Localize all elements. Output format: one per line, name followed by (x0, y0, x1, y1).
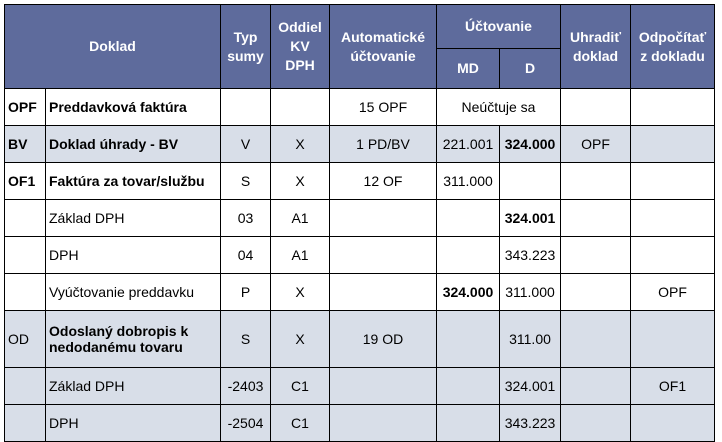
cell-odpocitat (631, 163, 715, 200)
cell-uhradit (561, 163, 631, 200)
cell-kv: A1 (271, 200, 330, 237)
cell-uhradit (561, 368, 631, 405)
table-row (5, 126, 715, 163)
accounting-table (4, 4, 715, 442)
cell-md: 221.001 (437, 126, 500, 163)
cell-auto: 19 OD (330, 311, 437, 368)
cell-name: Vyúčtovanie preddavku (46, 274, 221, 311)
cell-uhradit (561, 200, 631, 237)
cell-typ: V (221, 126, 271, 163)
cell-d: 324.001 (500, 200, 561, 237)
cell-d: 311.000 (500, 274, 561, 311)
cell-auto: 12 OF (330, 163, 437, 200)
cell-auto (330, 200, 437, 237)
header-automaticke-uctovanie: Automatické účtovanie (330, 5, 437, 89)
cell-kv: X (271, 274, 330, 311)
cell-kv: A1 (271, 237, 330, 274)
cell-code (5, 368, 46, 405)
cell-name: DPH (46, 237, 221, 274)
header-uctovanie: Účtovanie (437, 5, 561, 49)
cell-kv: X (271, 311, 330, 368)
cell-auto: 15 OPF (330, 89, 437, 126)
cell-odpocitat: OPF (631, 274, 715, 311)
header-doklad: Doklad (5, 5, 221, 89)
cell-name: Doklad úhrady - BV (46, 126, 221, 163)
header-odpocitat-z-dokladu: Odpočítať z dokladu (631, 5, 715, 89)
table-row (5, 311, 715, 368)
cell-typ: -2403 (221, 368, 271, 405)
cell-uhradit (561, 237, 631, 274)
cell-name: Odoslaný dobropis k nedodanému tovaru (46, 311, 221, 368)
cell-code: BV (5, 126, 46, 163)
cell-md: 311.000 (437, 163, 500, 200)
table-row (5, 237, 715, 274)
cell-d: 343.223 (500, 237, 561, 274)
cell-md (437, 311, 500, 368)
cell-uhradit: OPF (561, 126, 631, 163)
cell-odpocitat (631, 405, 715, 442)
cell-md: 324.000 (437, 274, 500, 311)
header-d: D (500, 49, 561, 89)
header-uhradit-doklad: Uhradiť doklad (561, 5, 631, 89)
cell-typ: P (221, 274, 271, 311)
table-row (5, 200, 715, 237)
cell-odpocitat (631, 200, 715, 237)
header-oddiel-kv-dph: Oddiel KV DPH (271, 5, 330, 89)
cell-auto (330, 237, 437, 274)
cell-odpocitat (631, 126, 715, 163)
table-row (5, 405, 715, 442)
cell-odpocitat (631, 237, 715, 274)
cell-code: OF1 (5, 163, 46, 200)
cell-typ: S (221, 311, 271, 368)
cell-typ: 03 (221, 200, 271, 237)
cell-d (500, 163, 561, 200)
cell-auto: 1 PD/BV (330, 126, 437, 163)
cell-auto (330, 368, 437, 405)
table-row (5, 274, 715, 311)
cell-neuctuje-sa: Neúčtuje sa (437, 89, 561, 126)
cell-code (5, 274, 46, 311)
cell-md (437, 237, 500, 274)
cell-kv: X (271, 126, 330, 163)
cell-code (5, 237, 46, 274)
cell-uhradit (561, 274, 631, 311)
cell-kv: C1 (271, 405, 330, 442)
cell-odpocitat (631, 89, 715, 126)
cell-typ: S (221, 163, 271, 200)
table-row (5, 368, 715, 405)
cell-uhradit (561, 89, 631, 126)
cell-uhradit (561, 405, 631, 442)
header-md: MD (437, 49, 500, 89)
cell-code: OPF (5, 89, 46, 126)
cell-d: 324.000 (500, 126, 561, 163)
cell-d: 324.001 (500, 368, 561, 405)
cell-name: Faktúra za tovar/službu (46, 163, 221, 200)
cell-name: Preddavková faktúra (46, 89, 221, 126)
cell-odpocitat: OF1 (631, 368, 715, 405)
cell-typ (221, 89, 271, 126)
cell-name: Základ DPH (46, 200, 221, 237)
cell-md (437, 405, 500, 442)
cell-code: OD (5, 311, 46, 368)
table-row (5, 163, 715, 200)
cell-uhradit (561, 311, 631, 368)
cell-kv: C1 (271, 368, 330, 405)
cell-name: Základ DPH (46, 368, 221, 405)
header-typ-sumy: Typ sumy (221, 5, 271, 89)
cell-code (5, 200, 46, 237)
cell-auto (330, 274, 437, 311)
cell-kv: X (271, 163, 330, 200)
cell-md (437, 368, 500, 405)
cell-d: 343.223 (500, 405, 561, 442)
table-row (5, 89, 715, 126)
cell-typ: 04 (221, 237, 271, 274)
cell-kv (271, 89, 330, 126)
cell-code (5, 405, 46, 442)
cell-md (437, 200, 500, 237)
cell-name: DPH (46, 405, 221, 442)
cell-d: 311.00 (500, 311, 561, 368)
cell-odpocitat (631, 311, 715, 368)
cell-typ: -2504 (221, 405, 271, 442)
cell-auto (330, 405, 437, 442)
